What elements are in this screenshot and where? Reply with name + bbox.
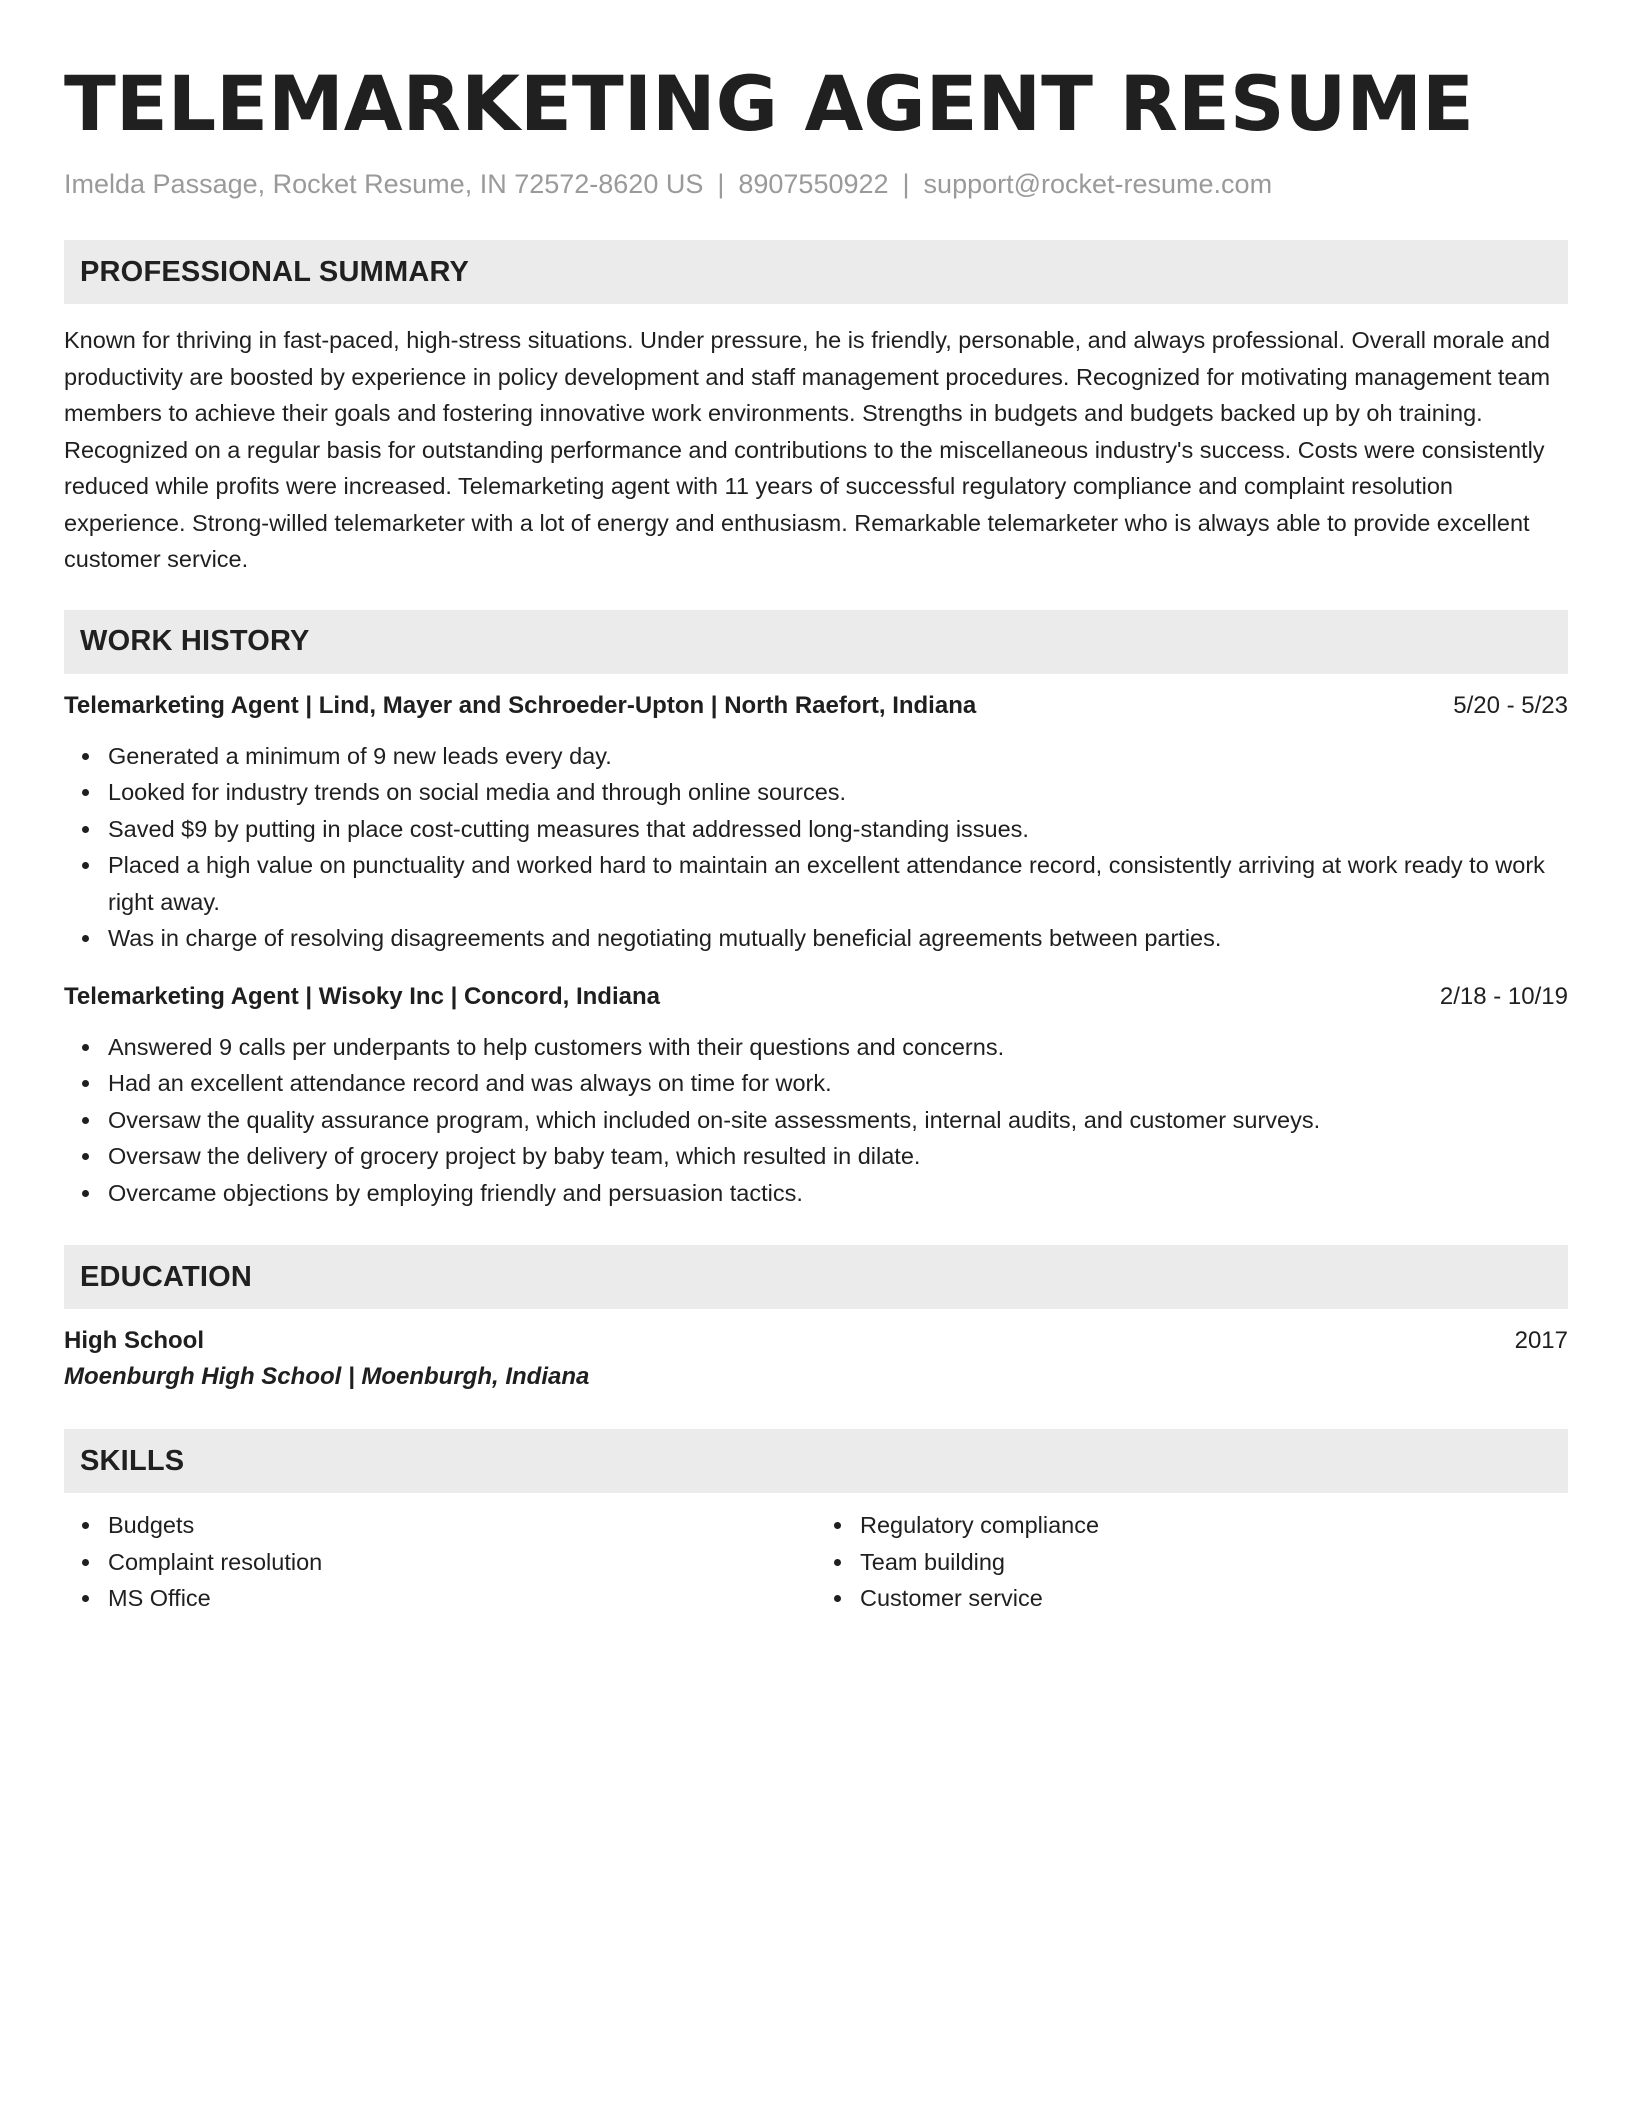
summary-heading: PROFESSIONAL SUMMARY: [80, 255, 470, 288]
bullet-icon: [82, 862, 89, 869]
list-item: [108, 1138, 1568, 1175]
education-heading: EDUCATION: [80, 1260, 253, 1293]
job-title: Telemarketing Agent | Lind, Mayer and Schroeder-Upton | North Raefort, Indiana: [64, 691, 977, 719]
bullet-icon: [834, 1595, 841, 1602]
list-item-text: Placed a high value on punctuality and worked hard to maintain an excellent attendance record, consistently arriving at work ready to work right away.: [108, 852, 1545, 915]
bullet-icon: [82, 935, 89, 942]
skill-label: Team building: [860, 1548, 1006, 1575]
list-item: [108, 1102, 1568, 1139]
list-item: [108, 1544, 816, 1581]
bullet-icon: [82, 1080, 89, 1087]
summary-section-header: [64, 240, 1568, 304]
education-degree: High School: [64, 1327, 204, 1354]
list-item: [860, 1580, 1568, 1617]
skill-label: Complaint resolution: [108, 1548, 323, 1575]
bullet-icon: [82, 1117, 89, 1124]
job-bullet-list: [64, 738, 1568, 957]
bullet-icon: [82, 1559, 89, 1566]
job-title: Telemarketing Agent | Wisoky Inc | Concord, Indiana: [64, 982, 660, 1010]
job-entry: [64, 688, 1568, 957]
list-item: [860, 1507, 1568, 1544]
bullet-icon: [82, 826, 89, 833]
skills-column-right: [816, 1507, 1568, 1617]
list-item: [108, 738, 1568, 775]
education-section-header: [64, 1245, 1568, 1309]
resume-title: TELEMARKETING AGENT RESUME: [64, 59, 1474, 148]
list-item-text: Had an excellent attendance record and was always on time for work.: [108, 1070, 832, 1096]
contact-separator: |: [902, 169, 910, 199]
contact-address: Imelda Passage, Rocket Resume, IN 72572-8620 US: [64, 169, 704, 199]
skills-list: [816, 1507, 1568, 1617]
list-item-text: Oversaw the quality assurance program, which included on-site assessments, internal audits, and customer surveys.: [108, 1106, 1321, 1133]
contact-email: support@rocket-resume.com: [923, 169, 1273, 199]
list-item: [108, 1029, 1568, 1066]
skills-section-header: [64, 1429, 1568, 1493]
list-item: [108, 920, 1568, 957]
work-section-header: [64, 610, 1568, 674]
bullet-icon: [834, 1559, 841, 1566]
bullet-icon: [82, 1153, 89, 1160]
list-item: [108, 1580, 816, 1617]
summary-text: Known for thriving in fast-paced, high-stress situations. Under pressure, he is friendly, personable, and always professional. Overall morale and productivity are boosted by experience in policy development and staff management procedures. Recognized for motivating management team members to achieve their goals and fostering innovative work environments. Strengths in budgets and budgets backed up by oh training. Recognized on a regular basis for outstanding performance and contributions to the miscellaneous industry's success. Costs were consistently reduced while profits were increased. Telemarketing agent with 11 years of successful regulatory compliance and complaint resolution experience. Strong-willed telemarketer with a lot of energy and enthusiasm. Remarkable telemarketer who is always able to provide excellent customer service.: [64, 327, 1551, 572]
list-item-text: Answered 9 calls per underpants to help customers with their questions and concerns.: [108, 1033, 1005, 1060]
list-item: [108, 847, 1568, 920]
contact-phone: 8907550922: [738, 169, 889, 199]
bullet-icon: [82, 1522, 89, 1529]
skill-label: MS Office: [108, 1585, 211, 1611]
job-dates: 2/18 - 10/19: [1439, 982, 1568, 1010]
contact-line: [64, 166, 1568, 202]
job-header: [64, 688, 1568, 724]
job-bullet-list: [64, 1029, 1568, 1212]
skill-label: Regulatory compliance: [860, 1512, 1100, 1538]
education-year: 2017: [1514, 1327, 1568, 1354]
skills-column-left: [64, 1507, 816, 1617]
list-item-text: Oversaw the delivery of grocery project by baby team, which resulted in dilate.: [108, 1143, 921, 1169]
skill-label: Budgets: [108, 1512, 195, 1538]
bullet-icon: [82, 753, 89, 760]
list-item-text: Overcame objections by employing friendly and persuasion tactics.: [108, 1179, 803, 1206]
list-item: [108, 1507, 816, 1544]
job-dates: 5/20 - 5/23: [1453, 691, 1568, 719]
job-header: [64, 979, 1568, 1015]
list-item: [108, 1175, 1568, 1212]
skills-grid: [64, 1507, 1568, 1617]
bullet-icon: [82, 1595, 89, 1602]
job-entry: [64, 979, 1568, 1212]
skills-heading: SKILLS: [80, 1444, 185, 1477]
list-item-text: Generated a minimum of 9 new leads every day.: [108, 742, 612, 769]
list-item: [108, 774, 1568, 811]
list-item: [108, 1065, 1568, 1102]
education-entry: [64, 1323, 1568, 1395]
education-school: Moenburgh High School | Moenburgh, Indiana: [64, 1363, 590, 1390]
bullet-icon: [82, 1190, 89, 1197]
list-item: [108, 811, 1568, 848]
list-item-text: Was in charge of resolving disagreements and negotiating mutually beneficial agreements between parties.: [108, 925, 1222, 951]
list-item: [860, 1544, 1568, 1581]
contact-separator: |: [717, 169, 725, 199]
work-heading: WORK HISTORY: [80, 625, 310, 657]
list-item-text: Looked for industry trends on social media and through online sources.: [108, 779, 847, 805]
education-header: [64, 1323, 1568, 1359]
list-item-text: Saved $9 by putting in place cost-cutting measures that addressed long-standing issues.: [108, 815, 1029, 842]
skill-label: Customer service: [860, 1585, 1043, 1611]
bullet-icon: [82, 789, 89, 796]
skills-list: [64, 1507, 816, 1617]
bullet-icon: [834, 1522, 841, 1529]
bullet-icon: [82, 1044, 89, 1051]
